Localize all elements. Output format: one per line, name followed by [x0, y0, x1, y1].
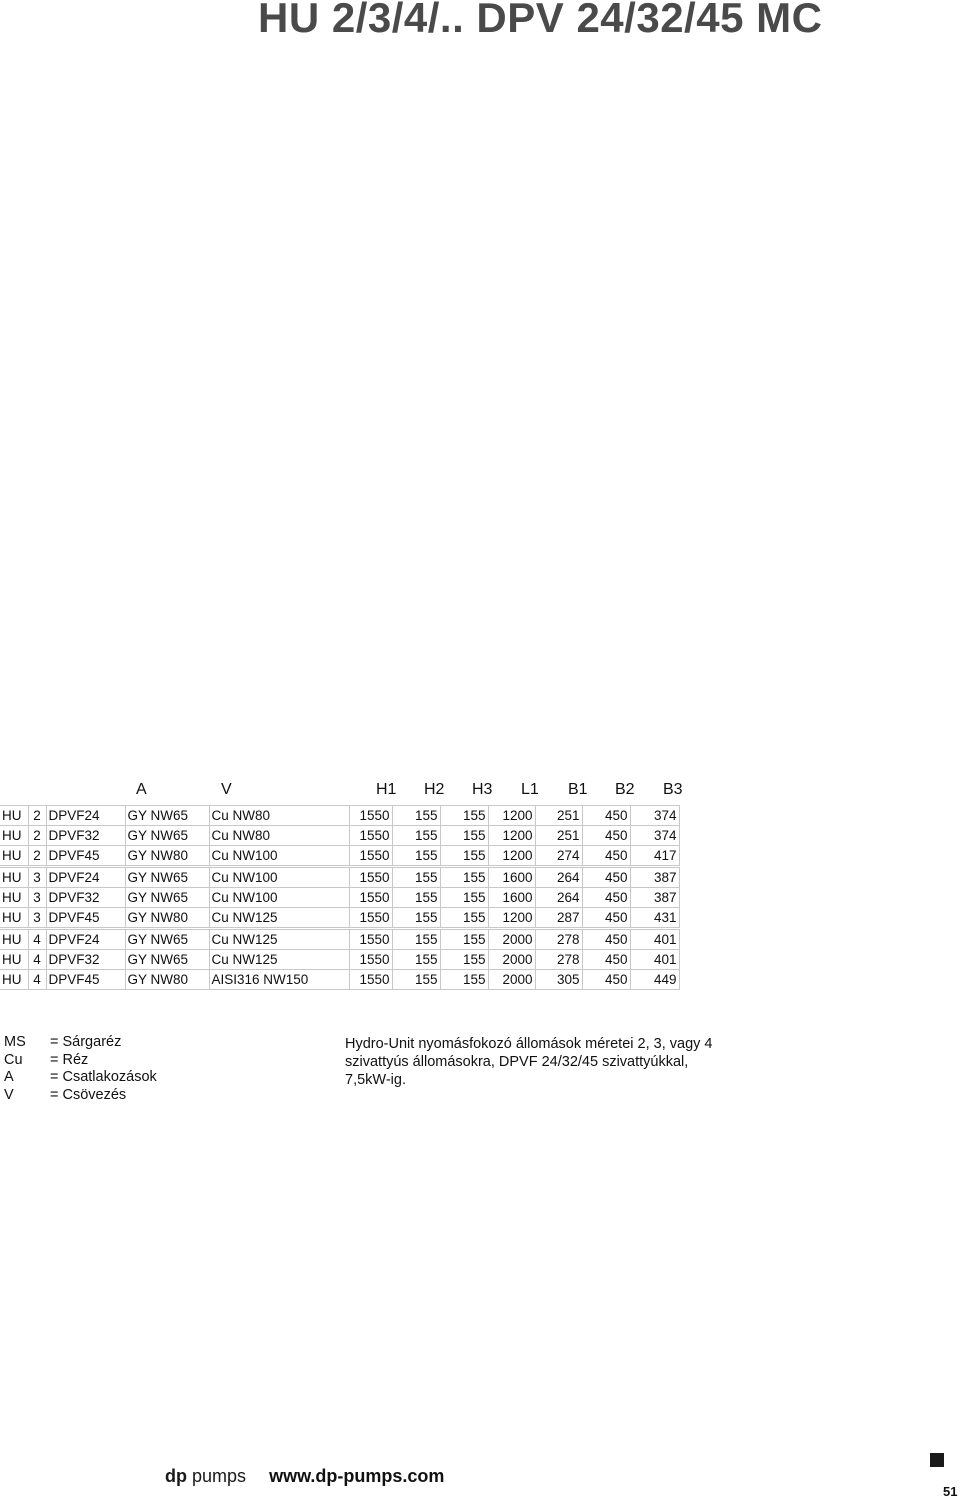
- brand-pumps: pumps: [192, 1466, 247, 1486]
- cell-b2: 450: [582, 908, 630, 928]
- column-headers: [0, 781, 700, 803]
- cell-pump-model: DPVF32: [46, 826, 125, 846]
- cell-h2: 155: [392, 888, 440, 908]
- brand-dp: dp: [165, 1466, 187, 1486]
- cell-type: HU: [0, 888, 28, 908]
- cell-pump-count: 2: [28, 846, 46, 866]
- cell-h3: 155: [440, 868, 488, 888]
- cell-b3: 401: [630, 950, 679, 970]
- cell-h3: 155: [440, 888, 488, 908]
- cell-type: HU: [0, 826, 28, 846]
- legend-key: Cu: [4, 1051, 23, 1068]
- cell-pump-model: DPVF24: [46, 930, 125, 950]
- cell-piping-v: Cu NW125: [209, 950, 349, 970]
- cell-l1: 2000: [488, 930, 535, 950]
- table-row: [0, 868, 679, 888]
- cell-b1: 251: [535, 806, 582, 826]
- cell-h3: 155: [440, 930, 488, 950]
- cell-pump-model: DPVF24: [46, 868, 125, 888]
- cell-h3: 155: [440, 826, 488, 846]
- cell-piping-v: Cu NW125: [209, 930, 349, 950]
- cell-pump-count: 2: [28, 806, 46, 826]
- cell-type: HU: [0, 908, 28, 928]
- cell-type: HU: [0, 970, 28, 990]
- description-line: Hydro-Unit nyomásfokozó állomások méretei 2, 3, vagy 4: [345, 1036, 713, 1052]
- legend-value: = Réz: [50, 1051, 89, 1068]
- page-title: HU 2/3/4/.. DPV 24/32/45 MC: [258, 0, 823, 41]
- cell-h3: 155: [440, 970, 488, 990]
- cell-l1: 1200: [488, 806, 535, 826]
- cell-piping-v: AISI316 NW150: [209, 970, 349, 990]
- cell-b1: 278: [535, 930, 582, 950]
- cell-pump-model: DPVF24: [46, 806, 125, 826]
- cell-piping-v: Cu NW80: [209, 826, 349, 846]
- cell-b1: 264: [535, 888, 582, 908]
- dimension-table-group-4: [0, 929, 680, 990]
- header-b2: B2: [615, 781, 635, 798]
- page-number: 51: [943, 1484, 958, 1499]
- cell-pump-model: DPVF45: [46, 908, 125, 928]
- cell-l1: 1600: [488, 868, 535, 888]
- cell-connection-a: GY NW80: [125, 846, 209, 866]
- abbreviation-legend: [4, 1034, 157, 1104]
- cell-b3: 374: [630, 826, 679, 846]
- cell-pump-count: 4: [28, 970, 46, 990]
- cell-pump-model: DPVF45: [46, 846, 125, 866]
- cell-h3: 155: [440, 950, 488, 970]
- cell-b1: 274: [535, 846, 582, 866]
- header-h2: H2: [424, 781, 445, 798]
- legend-value: = Csatlakozások: [50, 1069, 157, 1085]
- cell-h1: 1550: [349, 888, 392, 908]
- cell-connection-a: GY NW65: [125, 888, 209, 908]
- cell-l1: 1600: [488, 888, 535, 908]
- cell-h1: 1550: [349, 806, 392, 826]
- cell-l1: 1200: [488, 846, 535, 866]
- table-row: [0, 930, 679, 950]
- header-b3: B3: [663, 781, 683, 798]
- cell-b1: 278: [535, 950, 582, 970]
- cell-b2: 450: [582, 868, 630, 888]
- header-v: V: [221, 781, 232, 798]
- cell-b2: 450: [582, 888, 630, 908]
- cell-piping-v: Cu NW100: [209, 868, 349, 888]
- cell-h2: 155: [392, 970, 440, 990]
- cell-b3: 449: [630, 970, 679, 990]
- cell-connection-a: GY NW80: [125, 970, 209, 990]
- cell-h2: 155: [392, 846, 440, 866]
- table-row: [0, 826, 679, 846]
- legend-item: [4, 1052, 157, 1070]
- table-row: [0, 970, 679, 990]
- header-a: A: [136, 781, 147, 798]
- cell-connection-a: GY NW65: [125, 826, 209, 846]
- cell-b3: 374: [630, 806, 679, 826]
- cell-piping-v: Cu NW80: [209, 806, 349, 826]
- cell-b3: 387: [630, 888, 679, 908]
- cell-b3: 401: [630, 930, 679, 950]
- cell-h2: 155: [392, 868, 440, 888]
- cell-connection-a: GY NW65: [125, 930, 209, 950]
- table-row: [0, 888, 679, 908]
- cell-type: HU: [0, 846, 28, 866]
- table-row: [0, 908, 679, 928]
- cell-pump-count: 3: [28, 868, 46, 888]
- header-b1: B1: [568, 781, 588, 798]
- cell-pump-count: 4: [28, 930, 46, 950]
- cell-pump-model: DPVF32: [46, 950, 125, 970]
- cell-h3: 155: [440, 908, 488, 928]
- header-h1: H1: [376, 781, 397, 798]
- cell-h2: 155: [392, 930, 440, 950]
- cell-type: HU: [0, 806, 28, 826]
- cell-l1: 1200: [488, 908, 535, 928]
- cell-h1: 1550: [349, 826, 392, 846]
- cell-b1: 264: [535, 868, 582, 888]
- legend-key: MS: [4, 1034, 26, 1050]
- cell-piping-v: Cu NW100: [209, 888, 349, 908]
- legend-item: [4, 1034, 157, 1052]
- legend-item: [4, 1069, 157, 1087]
- cell-b2: 450: [582, 930, 630, 950]
- cell-h2: 155: [392, 806, 440, 826]
- cell-b2: 450: [582, 970, 630, 990]
- cell-h1: 1550: [349, 868, 392, 888]
- cell-b1: 251: [535, 826, 582, 846]
- website-link[interactable]: www.dp-pumps.com: [269, 1466, 445, 1486]
- cell-b3: 417: [630, 846, 679, 866]
- header-h3: H3: [472, 781, 493, 798]
- cell-pump-model: DPVF32: [46, 888, 125, 908]
- legend-value: = Sárgaréz: [50, 1034, 122, 1050]
- cell-type: HU: [0, 868, 28, 888]
- legend-key: A: [4, 1069, 14, 1085]
- legend-item: [4, 1087, 157, 1105]
- cell-pump-count: 3: [28, 908, 46, 928]
- cell-h1: 1550: [349, 930, 392, 950]
- cell-type: HU: [0, 950, 28, 970]
- cell-piping-v: Cu NW100: [209, 846, 349, 866]
- cell-h1: 1550: [349, 846, 392, 866]
- cell-h2: 155: [392, 826, 440, 846]
- table-row: [0, 846, 679, 866]
- cell-piping-v: Cu NW125: [209, 908, 349, 928]
- cell-b1: 287: [535, 908, 582, 928]
- cell-connection-a: GY NW80: [125, 908, 209, 928]
- footer: [165, 1466, 444, 1487]
- dimension-table-group-2: [0, 805, 680, 866]
- cell-l1: 2000: [488, 950, 535, 970]
- description-line: 7,5kW-ig.: [345, 1072, 406, 1088]
- description-line: szivattyús állomásokra, DPVF 24/32/45 szivattyúkkal,: [345, 1054, 689, 1070]
- description: [345, 1035, 735, 1089]
- cell-pump-count: 4: [28, 950, 46, 970]
- cell-h1: 1550: [349, 908, 392, 928]
- cell-connection-a: GY NW65: [125, 950, 209, 970]
- cell-h2: 155: [392, 908, 440, 928]
- legend-key: V: [4, 1086, 14, 1103]
- cell-b3: 387: [630, 868, 679, 888]
- cell-b2: 450: [582, 806, 630, 826]
- cell-pump-count: 3: [28, 888, 46, 908]
- cell-b2: 450: [582, 846, 630, 866]
- header-l1: L1: [521, 781, 539, 798]
- dimension-table-group-3: [0, 867, 680, 928]
- cell-b3: 431: [630, 908, 679, 928]
- cell-connection-a: GY NW65: [125, 868, 209, 888]
- cell-b2: 450: [582, 826, 630, 846]
- cell-h2: 155: [392, 950, 440, 970]
- cell-connection-a: GY NW65: [125, 806, 209, 826]
- cell-l1: 1200: [488, 826, 535, 846]
- cell-pump-model: DPVF45: [46, 970, 125, 990]
- cell-type: HU: [0, 930, 28, 950]
- cell-b2: 450: [582, 950, 630, 970]
- cell-pump-count: 2: [28, 826, 46, 846]
- cell-h3: 155: [440, 846, 488, 866]
- square-bullet-icon: [930, 1453, 944, 1467]
- legend-value: = Csövezés: [50, 1086, 127, 1103]
- cell-h1: 1550: [349, 970, 392, 990]
- cell-h1: 1550: [349, 950, 392, 970]
- table-row: [0, 950, 679, 970]
- cell-b1: 305: [535, 970, 582, 990]
- cell-l1: 2000: [488, 970, 535, 990]
- table-row: [0, 806, 679, 826]
- cell-h3: 155: [440, 806, 488, 826]
